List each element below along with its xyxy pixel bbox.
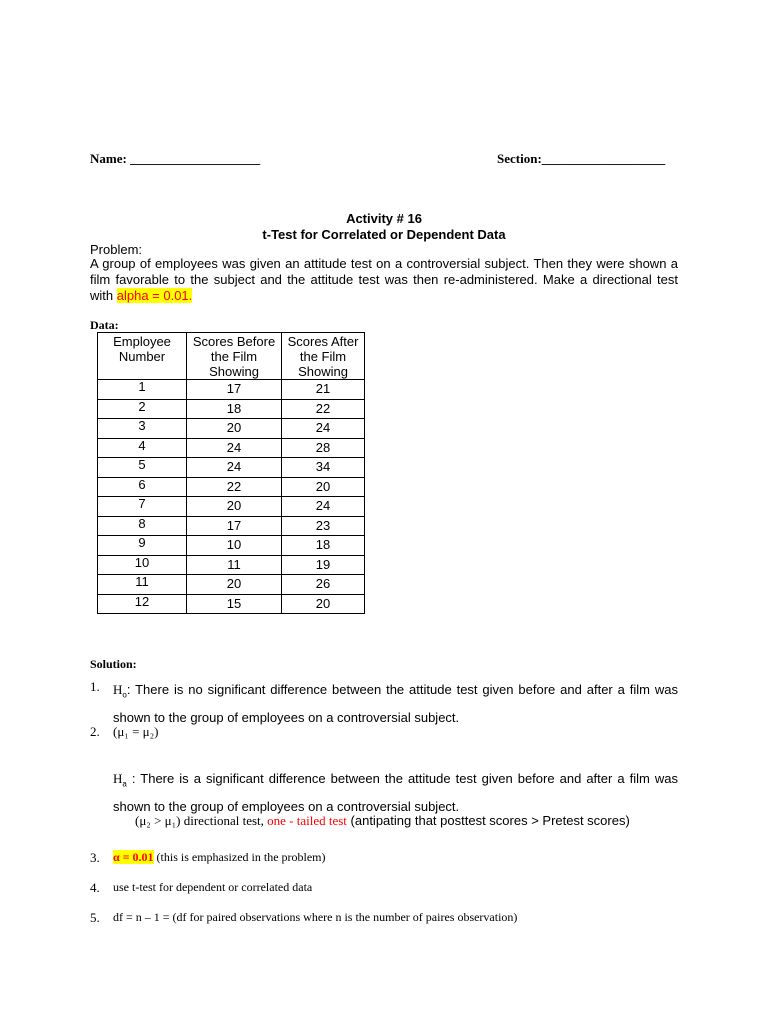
score-before: 17 bbox=[187, 380, 282, 400]
score-before: 17 bbox=[187, 516, 282, 536]
solution-label: Solution: bbox=[90, 657, 137, 671]
one-tailed-label: one - tailed test bbox=[267, 813, 347, 828]
score-before: 15 bbox=[187, 594, 282, 614]
step-5-number: 5. bbox=[90, 910, 100, 925]
employee-number: 2 bbox=[98, 399, 187, 419]
score-after: 24 bbox=[282, 419, 365, 439]
score-after: 22 bbox=[282, 399, 365, 419]
alt-hypothesis-note: (antipating that posttest scores > Pretest scores) bbox=[346, 813, 630, 828]
employee-number: 8 bbox=[98, 516, 187, 536]
employee-number: 4 bbox=[98, 438, 187, 458]
step-3-number: 3. bbox=[90, 850, 100, 865]
alt-hypothesis-direction bbox=[135, 813, 630, 829]
employee-number: 3 bbox=[98, 419, 187, 439]
score-after: 20 bbox=[282, 594, 365, 614]
score-after: 26 bbox=[282, 575, 365, 595]
score-before: 22 bbox=[187, 477, 282, 497]
step-4-number: 4. bbox=[90, 880, 100, 895]
score-before: 10 bbox=[187, 536, 282, 556]
significance-level bbox=[113, 850, 326, 865]
employee-number: 7 bbox=[98, 497, 187, 517]
null-hypothesis bbox=[113, 679, 678, 729]
name-field-line: Name: ____________________ bbox=[90, 151, 261, 166]
data-label: Data: bbox=[90, 318, 119, 332]
score-after: 18 bbox=[282, 536, 365, 556]
table-row bbox=[98, 477, 365, 497]
null-hypothesis-symbol: H bbox=[113, 682, 123, 697]
score-after: 34 bbox=[282, 458, 365, 478]
score-before: 11 bbox=[187, 555, 282, 575]
null-hypothesis-text: : There is no significant difference between the attitude test given before and after a film was shown to the group of employees on a controversial subject. bbox=[113, 682, 678, 725]
scores-table bbox=[97, 332, 365, 614]
table-header-row bbox=[98, 333, 365, 380]
alt-hypothesis-relation: (μ₂ > μ₁) directional test, bbox=[135, 813, 268, 828]
employee-number: 9 bbox=[98, 536, 187, 556]
alternative-hypothesis bbox=[113, 768, 678, 818]
table-row bbox=[98, 497, 365, 517]
table-row bbox=[98, 555, 365, 575]
problem-text: A group of employees was given an attitude test on a controversial subject. Then they were shown a film favorable to the subject and the attitude test was then re-administered. Make a directional test with bbox=[90, 256, 678, 303]
score-after: 20 bbox=[282, 477, 365, 497]
activity-title: Activity # 16 bbox=[346, 211, 422, 226]
table-row bbox=[98, 594, 365, 614]
score-after: 21 bbox=[282, 380, 365, 400]
table-row bbox=[98, 438, 365, 458]
section-field-line: Section:___________________ bbox=[497, 151, 666, 166]
table-row bbox=[98, 575, 365, 595]
employee-number: 10 bbox=[98, 555, 187, 575]
employee-number: 5 bbox=[98, 458, 187, 478]
score-before: 20 bbox=[187, 575, 282, 595]
column-header-before: Scores Before the Film Showing bbox=[187, 333, 282, 380]
score-before: 20 bbox=[187, 419, 282, 439]
table-row bbox=[98, 516, 365, 536]
employee-number: 6 bbox=[98, 477, 187, 497]
alpha-highlight: alpha = 0.01. bbox=[116, 288, 193, 303]
test-choice: use t-test for dependent or correlated data bbox=[113, 880, 313, 894]
score-after: 28 bbox=[282, 438, 365, 458]
degrees-of-freedom: df = n – 1 = (df for paired observations where n is the number of paires observation) bbox=[113, 910, 518, 924]
score-before: 18 bbox=[187, 399, 282, 419]
alt-hypothesis-text: : There is a significant difference between the attitude test given before and after a film was shown to the group of employees on a controversial subject. bbox=[113, 771, 678, 814]
score-before: 20 bbox=[187, 497, 282, 517]
alt-hypothesis-subscript: a bbox=[122, 779, 127, 789]
alpha-value-highlight: α = 0.01 bbox=[113, 850, 154, 864]
step-1-number: 1. bbox=[90, 679, 100, 694]
activity-subtitle: t-Test for Correlated or Dependent Data bbox=[262, 227, 506, 242]
alt-hypothesis-symbol: H bbox=[113, 771, 123, 786]
problem-statement bbox=[90, 256, 678, 304]
employee-number: 12 bbox=[98, 594, 187, 614]
score-after: 24 bbox=[282, 497, 365, 517]
column-header-employee: Employee Number bbox=[98, 333, 187, 380]
null-hypothesis-subscript: o bbox=[122, 690, 127, 700]
null-hypothesis-relation: (μ₁ = μ₂) bbox=[113, 724, 159, 739]
table-row bbox=[98, 458, 365, 478]
score-before: 24 bbox=[187, 458, 282, 478]
table-row bbox=[98, 380, 365, 400]
score-after: 19 bbox=[282, 555, 365, 575]
score-before: 24 bbox=[187, 438, 282, 458]
table-row bbox=[98, 399, 365, 419]
employee-number: 11 bbox=[98, 575, 187, 595]
score-after: 23 bbox=[282, 516, 365, 536]
column-header-after: Scores After the Film Showing bbox=[282, 333, 365, 380]
table-row bbox=[98, 536, 365, 556]
problem-label: Problem: bbox=[90, 242, 143, 257]
step-2-number: 2. bbox=[90, 724, 100, 739]
significance-note: (this is emphasized in the problem) bbox=[153, 850, 326, 864]
employee-number: 1 bbox=[98, 380, 187, 400]
table-row bbox=[98, 419, 365, 439]
